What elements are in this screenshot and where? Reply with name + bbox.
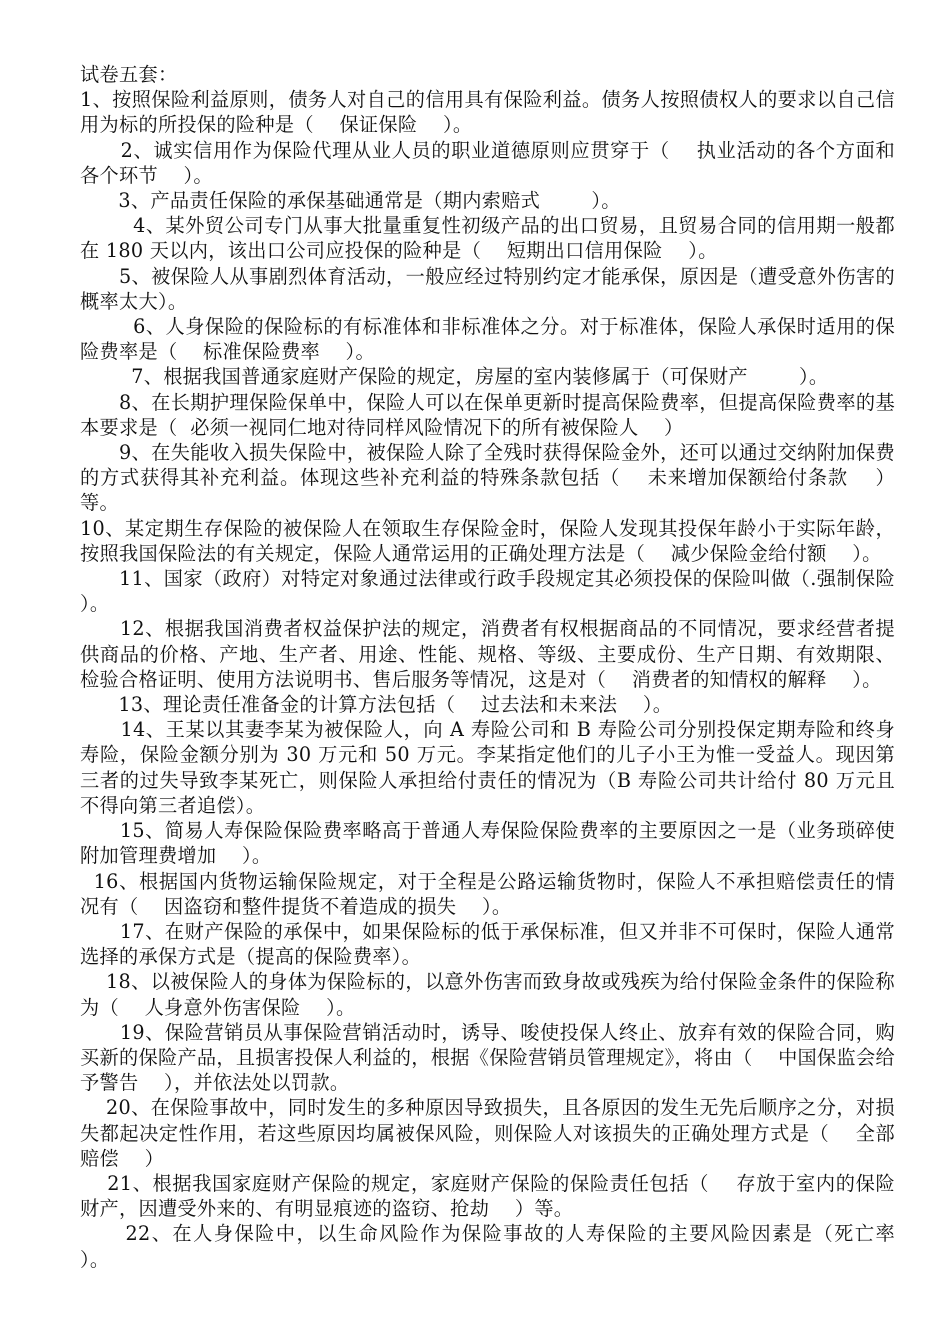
question-7: 7、根据我国普通家庭财产保险的规定，房屋的室内装修属于（可保财产 ）。 — [80, 365, 829, 389]
document-title: 试卷五套： — [80, 63, 178, 86]
question-22: 22、在人身保险中，以生命风险作为保险事故的人寿保险的主要风险因素是（死亡率 ）。 — [80, 1222, 921, 1271]
question-19: 19、保险营销员从事保险营销活动时，诱导、唆使投保人终止、放弃有效的保险合同，购买新的保险产品，且损害投保人利益的，根据《保险营销员管理规定》，将由（ 中国保监会给予警告 ），并依法处以罚款。 — [80, 1020, 895, 1095]
question-1: 1、按照保险利益原则，债务人对自己的信用具有保险利益。债务人按照债权人的要求以自己信用为标的所投保的险种是（ 保证保险 ）。 — [80, 88, 895, 137]
question-10: 10、某定期生存保险的被保险人在领取生存保险金时，保险人发现其投保年龄小于实际年龄，按照我国保险法的有关规定，保险人通常运用的正确处理方法是（ 减少保险金给付额 ）。 — [80, 516, 895, 565]
question-14: 14、王某以其妻李某为被保险人，向 A 寿险公司和 B 寿险公司分别投保定期寿险和终身寿险，保险金额分别为 30 万元和 50 万元。李某指定他们的儿子小王为惟一受益人。现因第三者的过失导致李某死亡，则保险人承担给付责任的情况为（B 寿险公司共计给付 80 万元且不得向第三者追偿）。 — [80, 718, 895, 817]
question-3: 3、产品责任保险的承保基础通常是（期内索赔式 ）。 — [80, 189, 621, 213]
question-15: 15、简易人寿保险保险费率略高于普通人寿保险保险费率的主要原因之一是（业务琐碎使附加管理费增加 ）。 — [80, 819, 895, 868]
question-4: 4、某外贸公司专门从事大批量重复性初级产品的出口贸易，且贸易合同的信用期一般都在 180 天以内，该出口公司应投保的险种是（ 短期出口信用保险 ）。 — [80, 214, 896, 263]
question-16: 16、根据国内货物运输保险规定，对于全程是公路运输货物时，保险人不承担赔偿责任的情况有（ 因盗窃和整件提货不着造成的损失 ）。 — [80, 869, 895, 918]
question-17: 17、在财产保险的承保中，如果保险标的低于承保标准，但又并非不可保时，保险人通常选择的承保方式是（提高的保险费率）。 — [80, 919, 895, 969]
question-8: 8、在长期护理保险保单中，保险人可以在保单更新时提高保险费率，但提高保险费率的基本要求是（ 必须一视同仁地对待同样风险情况下的所有被保险人 ） — [80, 390, 895, 439]
question-13: 13、理论责任准备金的计算方法包括（ 过去法和未来法 ）。 — [80, 693, 673, 717]
question-5: 5、被保险人从事剧烈体育活动，一般应经过特别约定才能承保，原因是（遭受意外伤害的概率太大）。 — [80, 264, 895, 313]
question-2: 2、诚实信用作为保险代理从业人员的职业道德原则应贯穿于（ 执业活动的各个方面和各个环节 ）。 — [80, 138, 895, 187]
question-18: 18、以被保险人的身体为保险标的，以意外伤害而致身故或残疾为给付保险金条件的保险称为（ 人身意外伤害保险 ）。 — [80, 970, 895, 1019]
question-6: 6、人身保险的保险标的有标准体和非标准体之分。对于标准体，保险人承保时适用的保险费率是（ 标准保险费率 ）。 — [80, 315, 896, 364]
document-page — [80, 62, 921, 1272]
question-9: 9、在失能收入损失保险中，被保险人除了全残时获得保险金外，还可以通过交纳附加保费的方式获得其补充利益。体现这些补充利益的特殊条款包括（ 未来增加保额给付条款 ）等。 — [80, 441, 895, 515]
question-21: 21、根据我国家庭财产保险的规定，家庭财产保险的保险责任包括（ 存放于室内的保险财产，因遭受外来的、有明显痕迹的盗窃、抢劫 ）等。 — [80, 1171, 895, 1221]
question-12: 12、根据我国消费者权益保护法的规定，消费者有权根据商品的不同情况，要求经营者提供商品的价格、产地、生产者、用途、性能、规格、等级、主要成份、生产日期、有效期限、检验合格证明、使用方法说明书、售后服务等情况，这是对（ 消费者的知情权的解释 ）。 — [80, 617, 895, 691]
question-11: 11、国家（政府）对特定对象通过法律或行政手段规定其必须投保的保险叫做（.强制保险 ）。 — [80, 567, 921, 616]
question-20: 20、在保险事故中，同时发生的多种原因导致损失，且各原因的发生无先后顺序之分，对损失都起决定性作用，若这些原因均属被保风险，则保险人对该损失的正确处理方式是（ 全部赔偿 ） — [80, 1096, 895, 1170]
